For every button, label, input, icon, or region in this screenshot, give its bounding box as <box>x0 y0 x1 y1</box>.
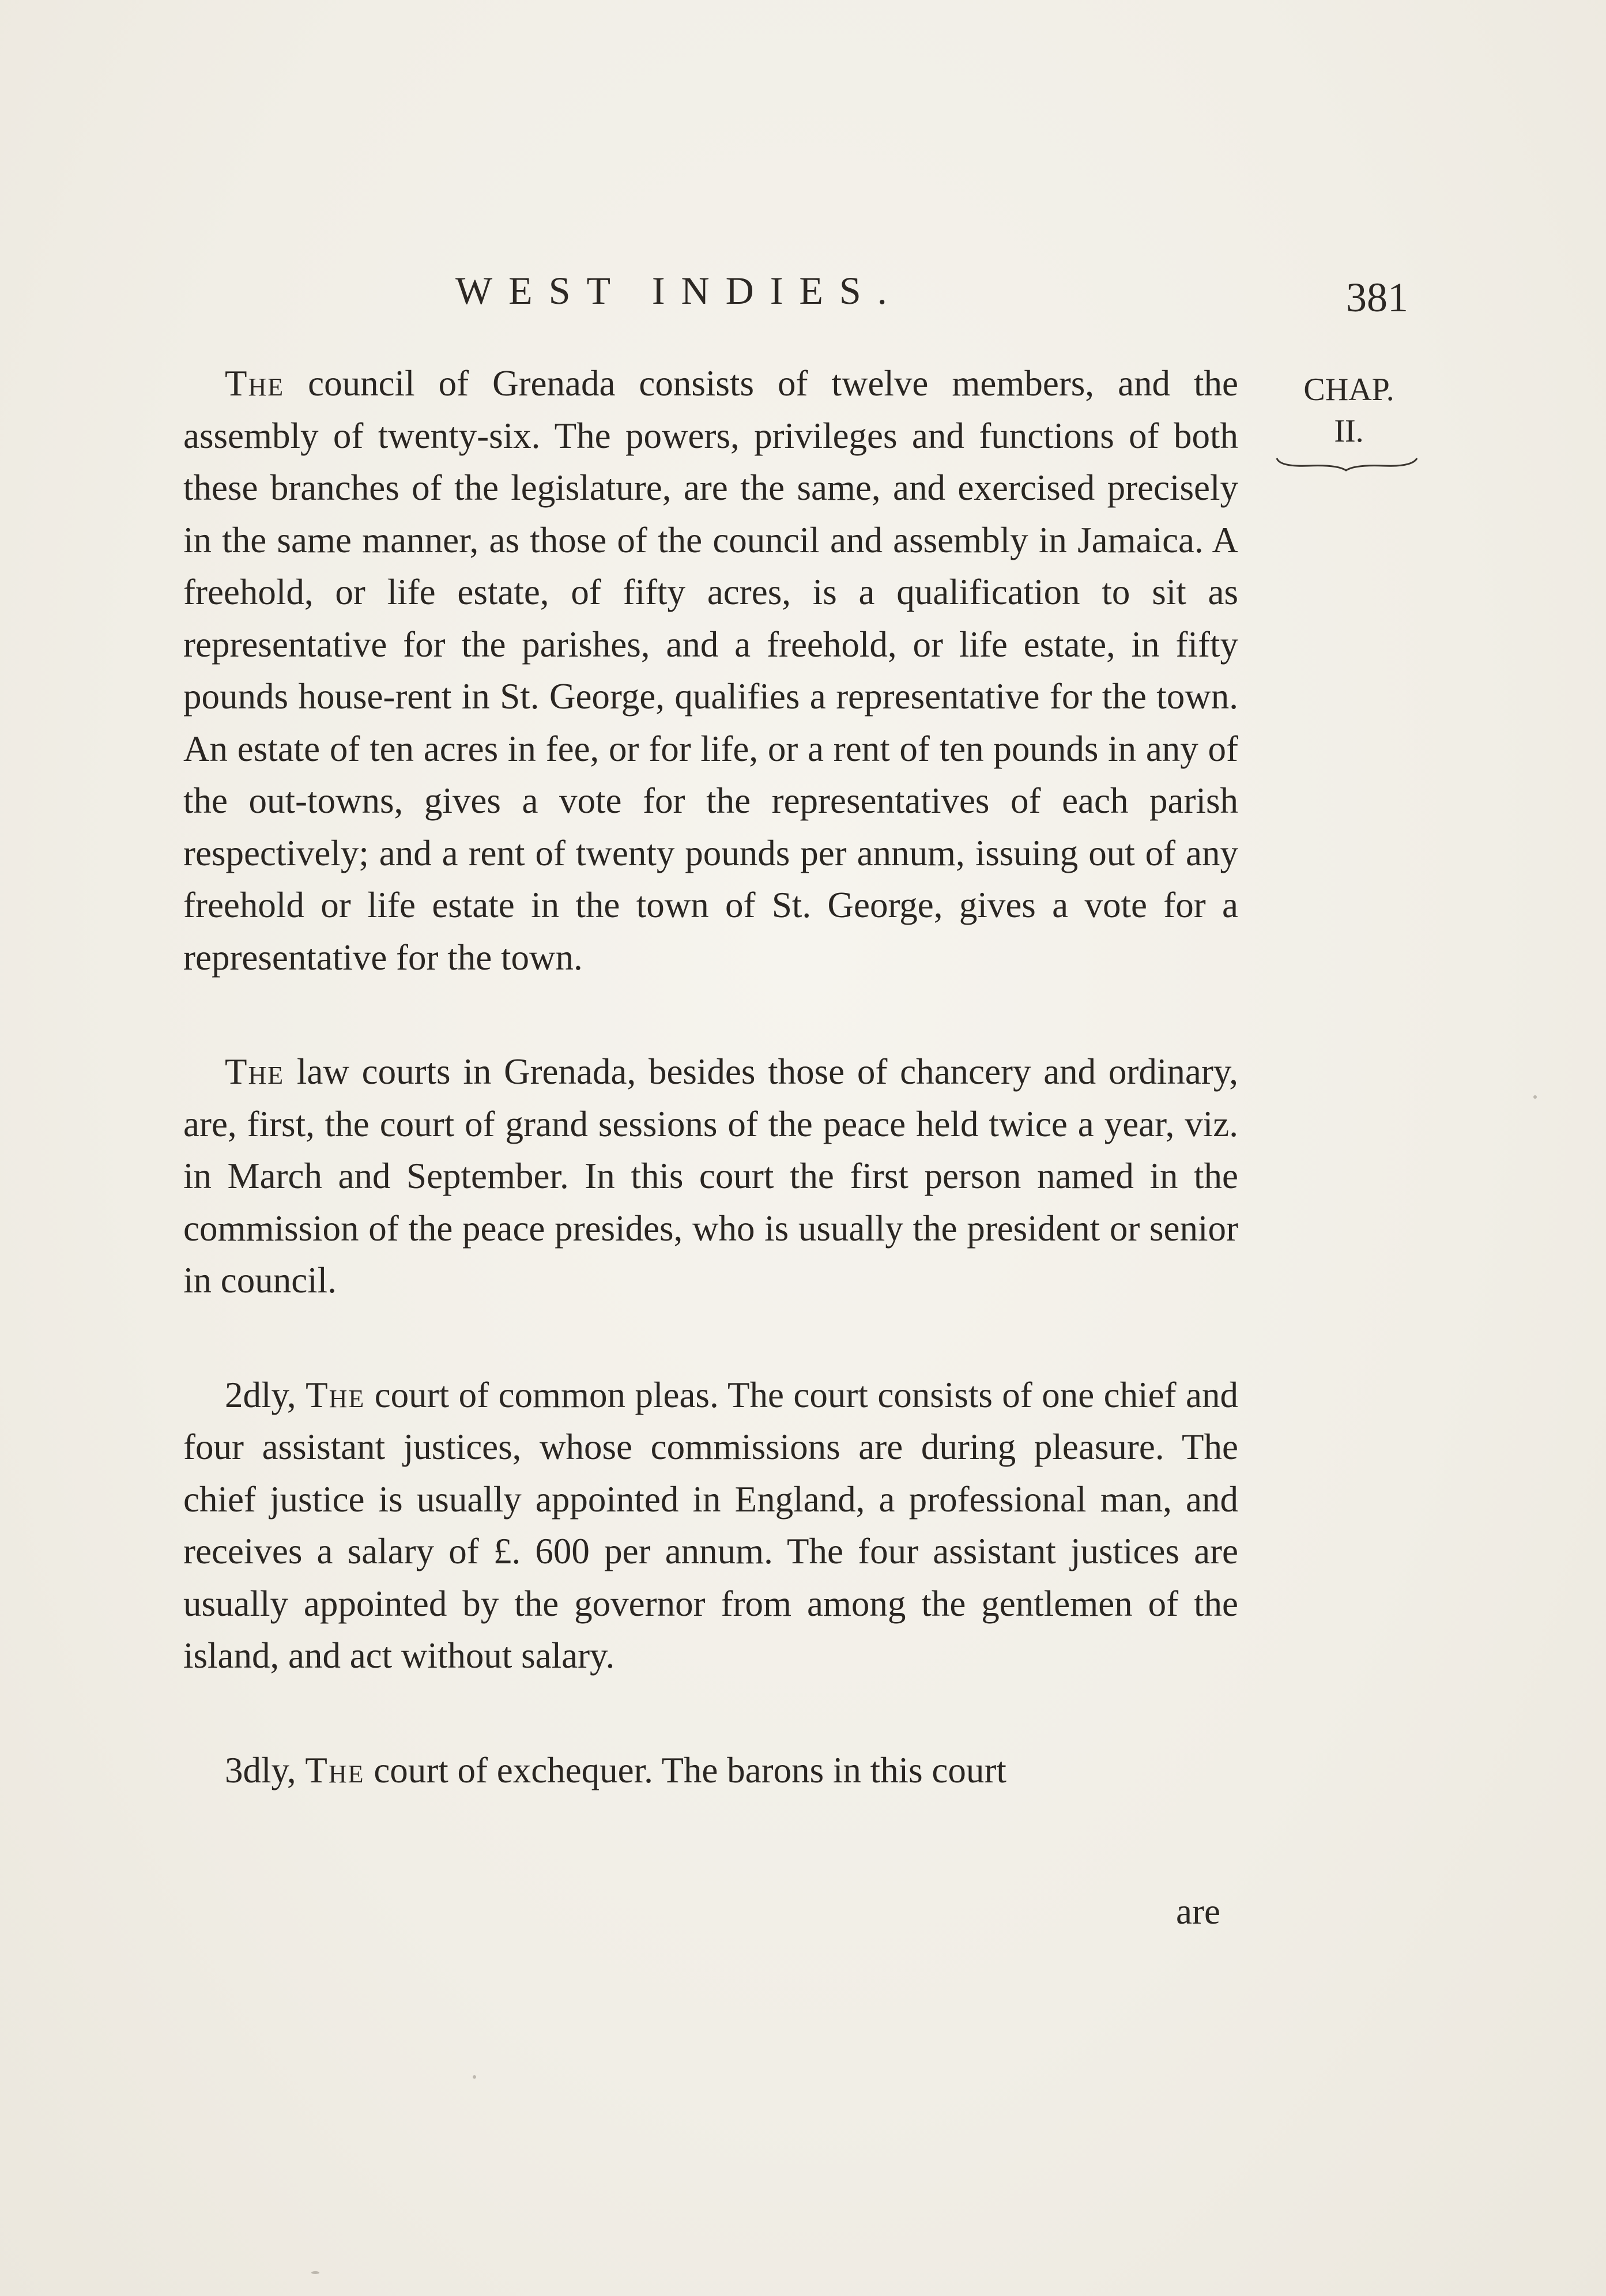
running-title: WEST INDIES. <box>455 269 903 312</box>
paragraph-text: law courts in Grenada, besides those of chancery and ordinary, are, first, the court of grand sessions of the peace held twice a year, viz. in March and September. In this court the first person named in the commission of the peace presides, who is usually the president or senior in council. <box>183 1051 1238 1300</box>
lead-word: The <box>306 1374 365 1415</box>
paragraph-council <box>183 357 1238 983</box>
catchword: are <box>1176 1891 1220 1932</box>
paragraph-text: council of Grenada consists of twelve members, and the assembly of twenty-six. The powers, privileges and functions of both these branches of the legislature, are the same, and exercised precisely in the same manner, as those of the council and assembly in Jamaica. A freehold, or life estate, of fifty acres, is a qualification to sit as representative for the parishes, and a freehold, or life estate, in fifty pounds house-rent in St. George, qualifies a representative for the town. An estate of ten acres in fee, or for life, or a rent of ten pounds in any of the out-towns, gives a vote for the representatives of each parish respectively; and a rent of twenty pounds per annum, issuing out of any freehold or life estate in the town of St. George, gives a vote for a representative for the town. <box>183 363 1238 978</box>
lead-word: The <box>225 1051 285 1092</box>
chapter-margin-note <box>1274 369 1424 452</box>
brace-ornament <box>1274 455 1424 473</box>
paper-speck <box>1533 1095 1537 1099</box>
paragraph-exchequer <box>183 1744 1238 1797</box>
paragraph-text: court of exchequer. The barons in this court <box>364 1750 1006 1790</box>
chapter-number: II. <box>1334 413 1364 449</box>
lead-word: The <box>225 363 285 404</box>
paragraph-law-courts <box>183 1046 1238 1307</box>
paragraph-text: court of common pleas. The court consists of one chief and four assistant justices, whose commissions are during pleasure. The chief justice is usually appointed in England, a professional man, and receives a salary of £. 600 per annum. The four assistant justices are usually appointed by the governor from among the gentlemen of the island, and act without salary. <box>183 1374 1238 1676</box>
page-number: 381 <box>1346 274 1408 321</box>
paper-speck <box>311 2271 319 2274</box>
paragraph-common-pleas <box>183 1369 1238 1682</box>
lead-word: The <box>305 1750 365 1790</box>
running-head <box>0 262 1606 320</box>
chapter-label: CHAP. <box>1303 372 1394 408</box>
body-text <box>183 357 1238 1858</box>
paragraph-prefix: 2dly, <box>225 1374 306 1415</box>
paper-speck <box>473 2075 476 2079</box>
paragraph-prefix: 3dly, <box>225 1750 306 1790</box>
